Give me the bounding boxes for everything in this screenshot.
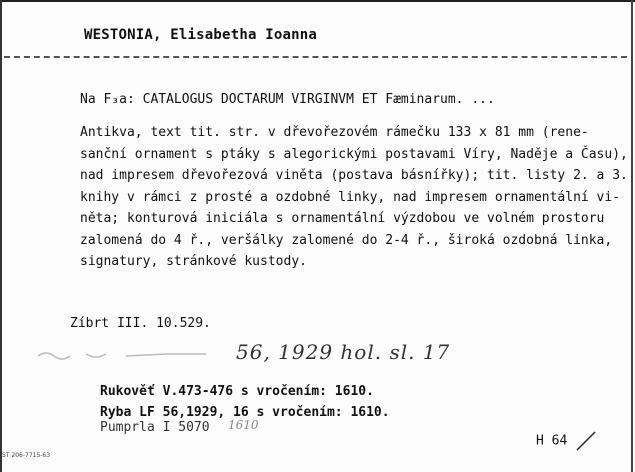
- description-line: Antikva, text tit. str. v dřevořezovém rámečku 133 x 81 mm (rene-: [80, 125, 589, 140]
- check-mark-icon: [575, 430, 599, 452]
- shelfmark: [536, 430, 599, 452]
- bibliographic-citation: Zíbrt III. 10.529.: [70, 316, 211, 331]
- handwritten-note: 56, 1929 hol. sl. 17: [236, 340, 451, 364]
- card-top-edge: [0, 0, 635, 2]
- header-divider: [4, 56, 627, 58]
- reference-line: Pumprla I 5070: [100, 420, 210, 435]
- description-line: něta; konturová iniciála s ornamentální výzdobou ve volném prostoru: [80, 211, 605, 226]
- handwritten-annotation: [36, 338, 516, 372]
- description-line: signatury, stránkové kustody.: [80, 254, 307, 269]
- author-heading: WESTONIA, Elisabetha Ioanna: [84, 27, 317, 43]
- reference-line: Ryba LF 56,1929, 16 s vročením: 1610.: [100, 405, 390, 420]
- record-title: Na F₃a: CATALOGUS DOCTARUM VIRGINVM ET Fæminarum. ...: [80, 92, 495, 107]
- description-line: nad impresem dřevořezová viněta (postava básnířky); tit. listy 2. a 3.: [80, 168, 628, 183]
- print-code: ST 206-7715-63: [2, 452, 51, 459]
- description-block: [80, 122, 628, 273]
- description-line: zalomená do 4 ř., veršálky zalomené do 2-4 ř., široká ozdobná linka,: [80, 232, 613, 248]
- handwritten-year: 1610: [228, 418, 259, 432]
- shelfmark-text: H 64: [536, 433, 568, 449]
- card-left-edge: [0, 0, 2, 472]
- card-right-edge: [631, 0, 633, 472]
- description-line: knihy v rámci z prosté a ozdobné linky, nad impresem ornamentální vi-: [80, 189, 621, 205]
- reference-line: Rukověť V.473-476 s vročením: 1610.: [100, 384, 374, 399]
- description-line: sanční ornament s ptáky s alegorickými postavami Víry, Naděje a Času),: [80, 146, 628, 162]
